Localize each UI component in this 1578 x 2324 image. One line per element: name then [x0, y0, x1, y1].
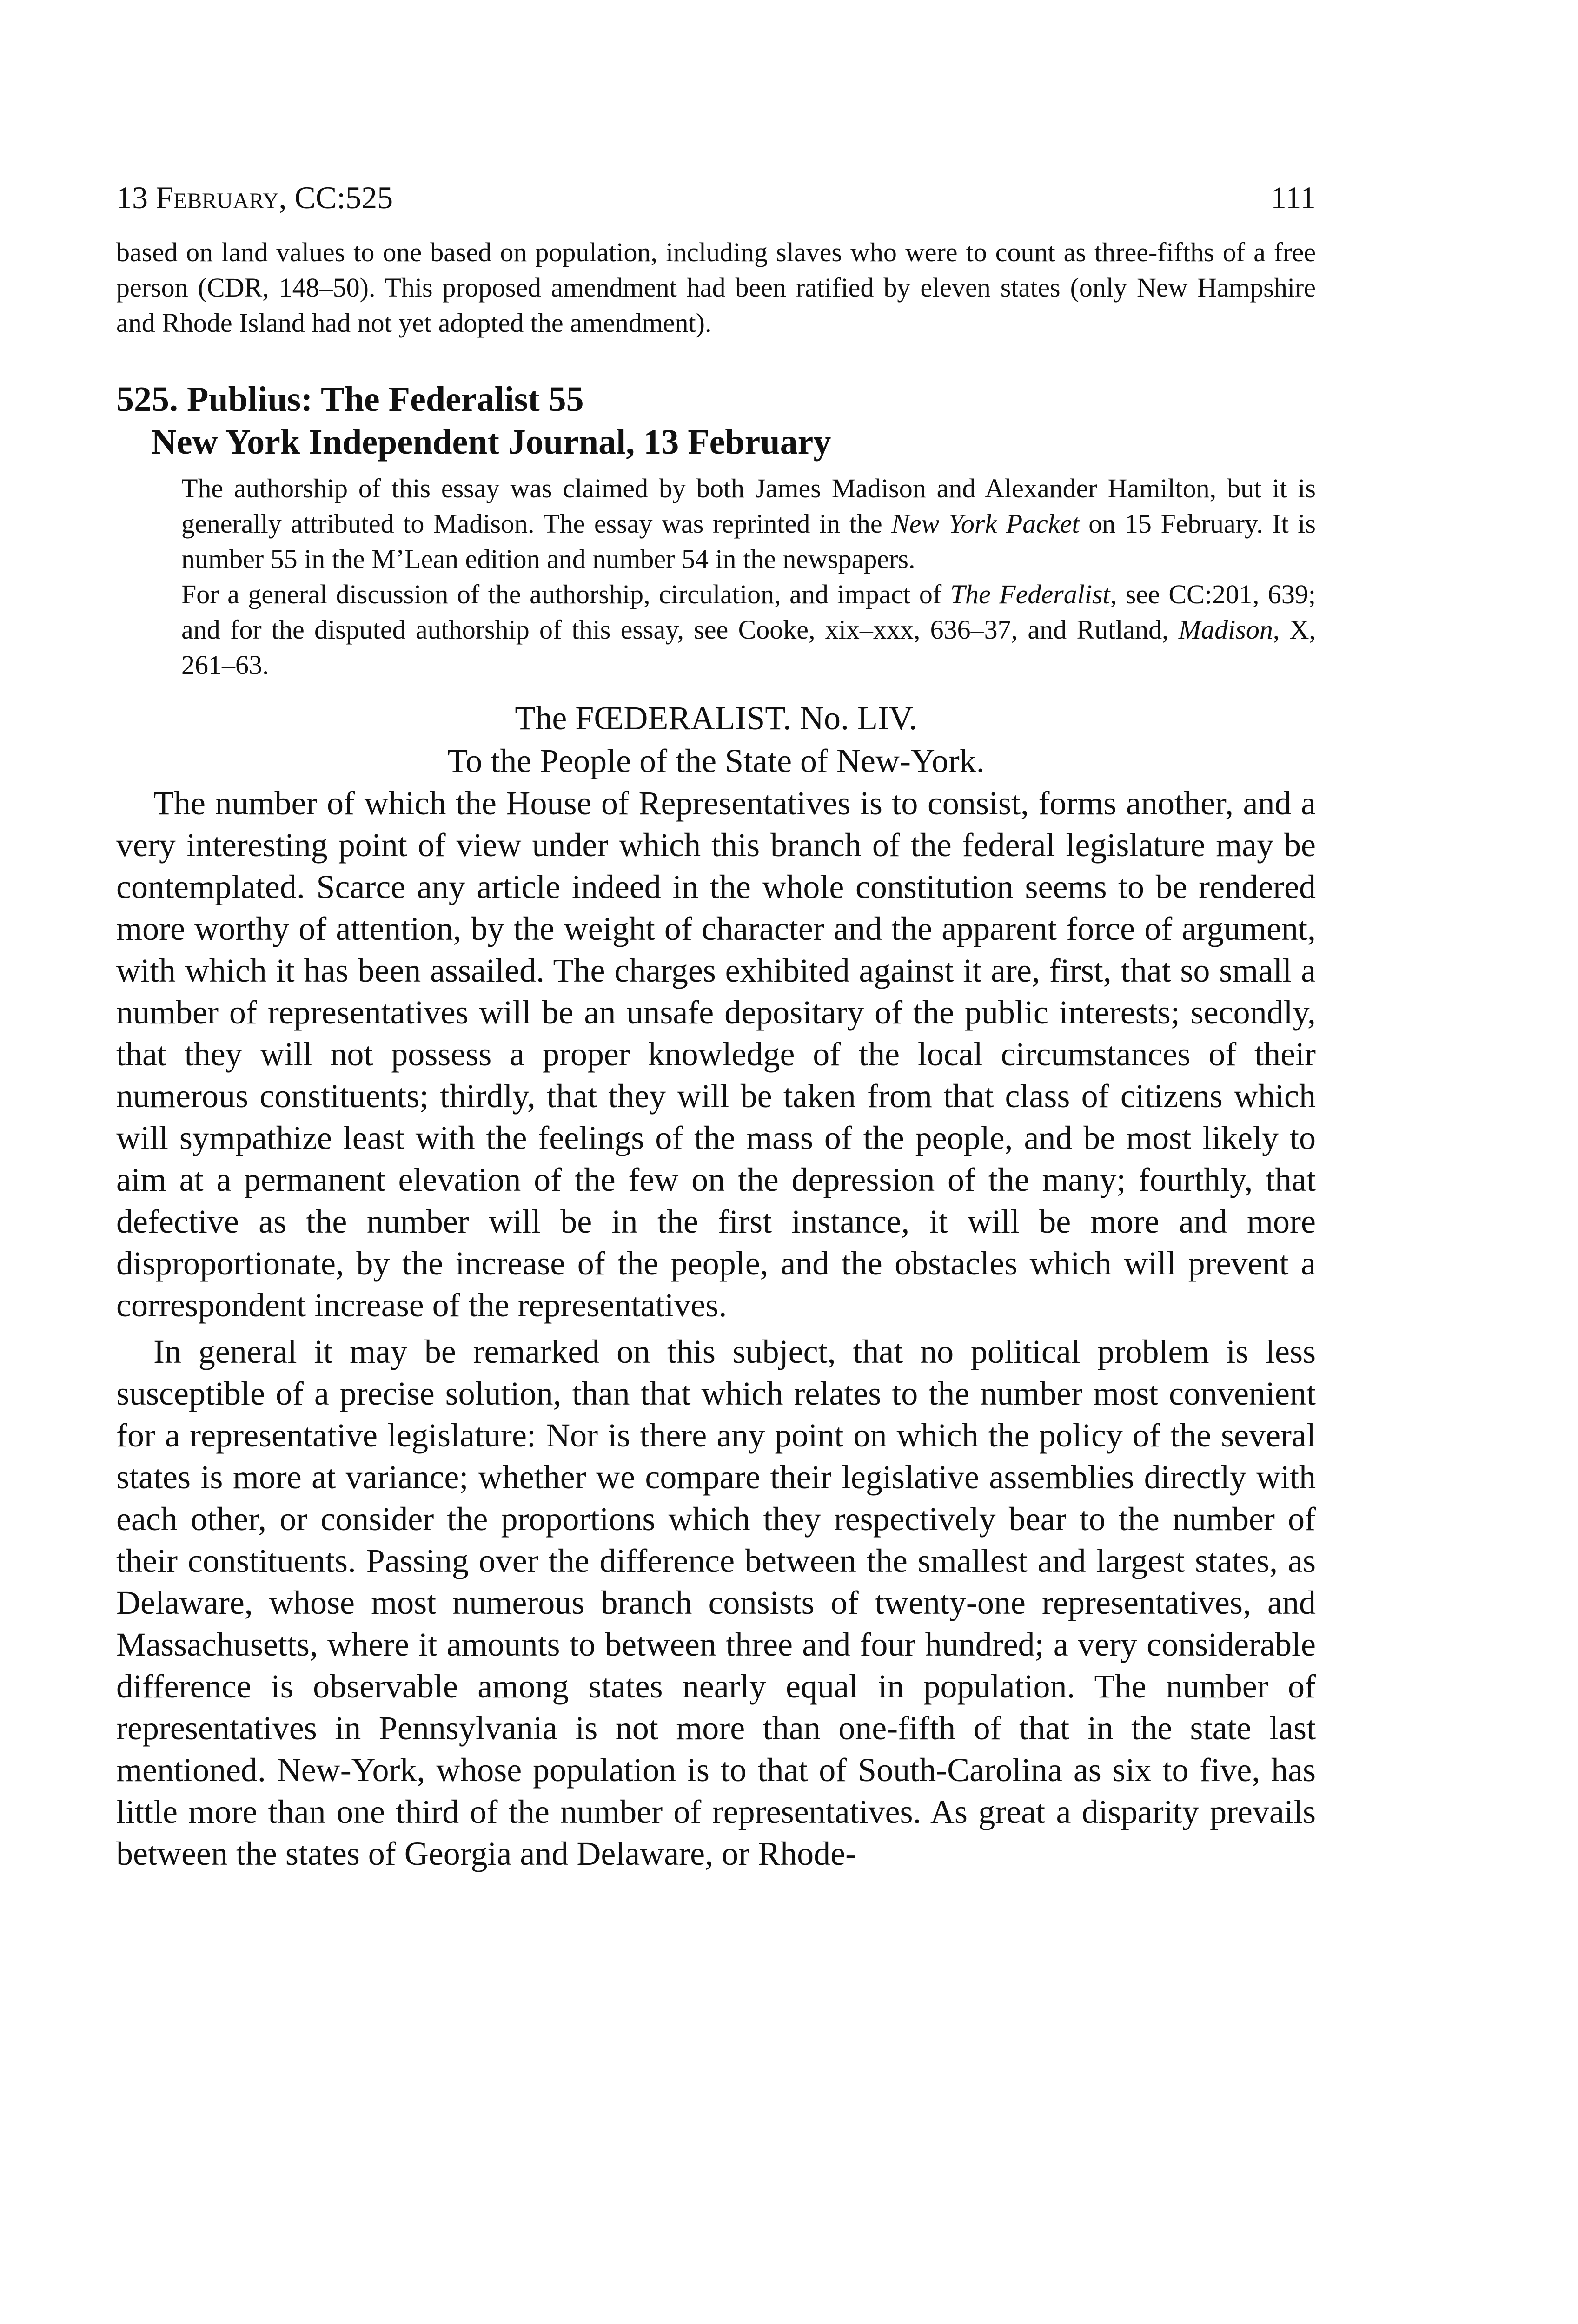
headnote-p1-italic: New York Packet	[891, 508, 1080, 539]
headnote-p1-text-b: on 15 February. It is number 55 in the M’Lean edition and number 54 in the newspapers.	[181, 508, 1316, 574]
essay-paragraph-2: In general it may be remarked on this subject, that no political problem is less susceptible of a precise solution, than that which relates to the number most convenient for a representative legislature: Nor is there any point on which the policy of the several states is more at variance; whether we compare their legislative assemblies directly with each other, or consider the proportions which they respectively bear to the number of their constituents. Passing over the difference between the smallest and largest states, as Delaware, whose most numerous branch consists of twenty-one representatives, and Massachusetts, where it amounts to between three and four hundred; a very considerable difference is observable among states nearly equal in population. The number of representatives in Pennsylvania is not more than one-fifth of that in the state last mentioned. New-York, whose population is to that of South-Carolina as six to five, has little more than one third of the number of representatives. As great a disparity prevails between the states of Georgia and Delaware, or Rhode-	[116, 1333, 1316, 1872]
document-heading	[116, 378, 1316, 463]
headnote-p1-text-a: The authorship of this essay was claimed by both James Madison and Alexander Hamilton, but it is generally attributed to Madison. The essay was reprinted in the	[181, 473, 1316, 539]
headnote-p2-text-b: , see CC:201, 639; and for the disputed authorship of this essay, see Cooke, xix–xxx, 636–37, and Rutland,	[181, 579, 1316, 645]
document-newspaper: New York Independent Journal, 13 February	[151, 423, 831, 462]
headnote-paragraph-1	[181, 471, 1316, 577]
book-page	[116, 179, 1316, 1875]
essay-title: The FŒDERALIST. No. LIV.	[515, 700, 917, 737]
headnote-p2-text-c: , X, 261–63.	[181, 614, 1316, 680]
document-number-title: 525. Publius: The Federalist 55	[116, 380, 584, 419]
editorial-headnote	[116, 471, 1316, 683]
page-number: 111	[1271, 180, 1316, 215]
headnote-paragraph-2	[181, 577, 1316, 683]
headnote-p2-italic-1: The Federalist	[950, 579, 1110, 609]
essay-paragraph-1: The number of which the House of Representatives is to consist, forms another, and a very interesting point of view under which this branch of the federal legislature may be contemplated. Scarce any article indeed in the whole constitution seems to be rendered more worthy of attention, by the weight of character and the apparent force of argument, with which it has been assailed. The charges exhibited against it are, first, that so small a number of representatives will be an unsafe depositary of the public interests; secondly, that they will not possess a proper knowledge of the local circumstances of their numerous constituents; thirdly, that they will be taken from that class of citizens which will sympathize least with the feelings of the mass of the people, and be most likely to aim at a permanent elevation of the few on the depression of the many; fourthly, that defective as the number will be in the first instance, it will be more and more disproportionate, by the increase of the people, and the obstacles which will prevent a correspondent increase of the representatives.	[116, 785, 1316, 1324]
headnote-p2-italic-2: Madison	[1178, 614, 1273, 645]
footnote-continuation: based on land values to one based on population, including slaves who were to count as three-fifths of a free person (CDR, 148–50). This proposed amendment had been ratified by eleven states (only New Hampshire and Rhode Island had not yet adopted the amendment).	[116, 237, 1316, 338]
running-head-title: 13 February, CC:525	[116, 180, 393, 215]
headnote-p2-text-a: For a general discussion of the authorship, circulation, and impact of	[181, 579, 950, 609]
running-head	[116, 179, 1316, 216]
essay-salutation: To the People of the State of New-York.	[447, 742, 985, 779]
